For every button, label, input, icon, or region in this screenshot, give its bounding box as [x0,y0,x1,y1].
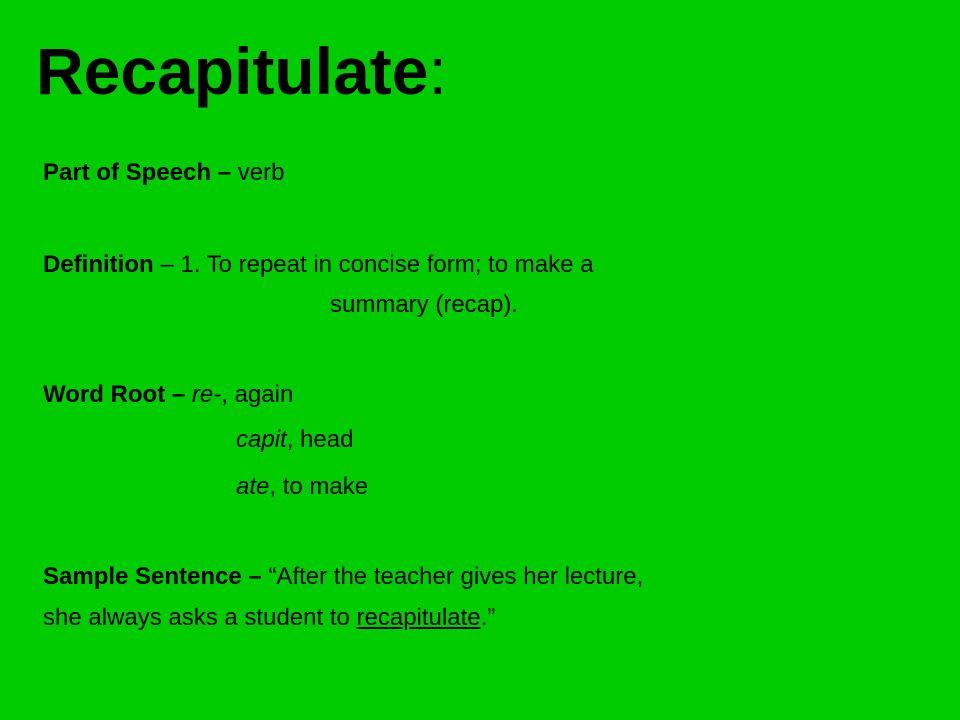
word-root-dash: – [165,381,192,408]
sample-sentence-line-2 [43,606,495,630]
word-root-part-3: ate [236,473,270,500]
word-root-line-3 [236,475,368,499]
definition-text-1: 1. To repeat in concise form; to make a [180,251,594,278]
definition-text-2: summary (recap). [330,291,519,318]
word-root-part-2: capit [236,426,287,453]
word-root-label: Word Root [43,381,166,408]
sample-sentence-highlight-word: recapitulate [356,604,481,631]
word-root-meaning-2: , head [286,426,354,453]
part-of-speech-label: Part of Speech [43,159,212,186]
sample-sentence-line-1 [43,565,643,589]
word-root-line-2 [236,428,353,452]
sample-sentence-text-2: she always asks a student to [43,604,357,631]
definition-line-2 [330,293,518,317]
word-root-part-1: re- [191,381,222,408]
sample-sentence-dash: – [241,563,269,590]
part-of-speech-value: verb [237,159,285,186]
part-of-speech-dash: – [211,159,238,186]
sample-sentence-end: .” [480,604,496,631]
word-root-meaning-1: , again [221,381,294,408]
word-root-line-1 [43,383,293,407]
slide-title [36,34,447,108]
part-of-speech-line [43,161,284,185]
title-word: Recapitulate [36,34,429,108]
title-colon: : [428,34,447,108]
definition-line-1 [43,253,593,277]
word-root-meaning-3: , to make [269,473,369,500]
sample-sentence-text-1: “After the teacher gives her lecture, [268,563,644,590]
definition-label: Definition [43,251,154,278]
sample-sentence-label: Sample Sentence [43,563,242,590]
definition-dash: – [153,251,181,278]
